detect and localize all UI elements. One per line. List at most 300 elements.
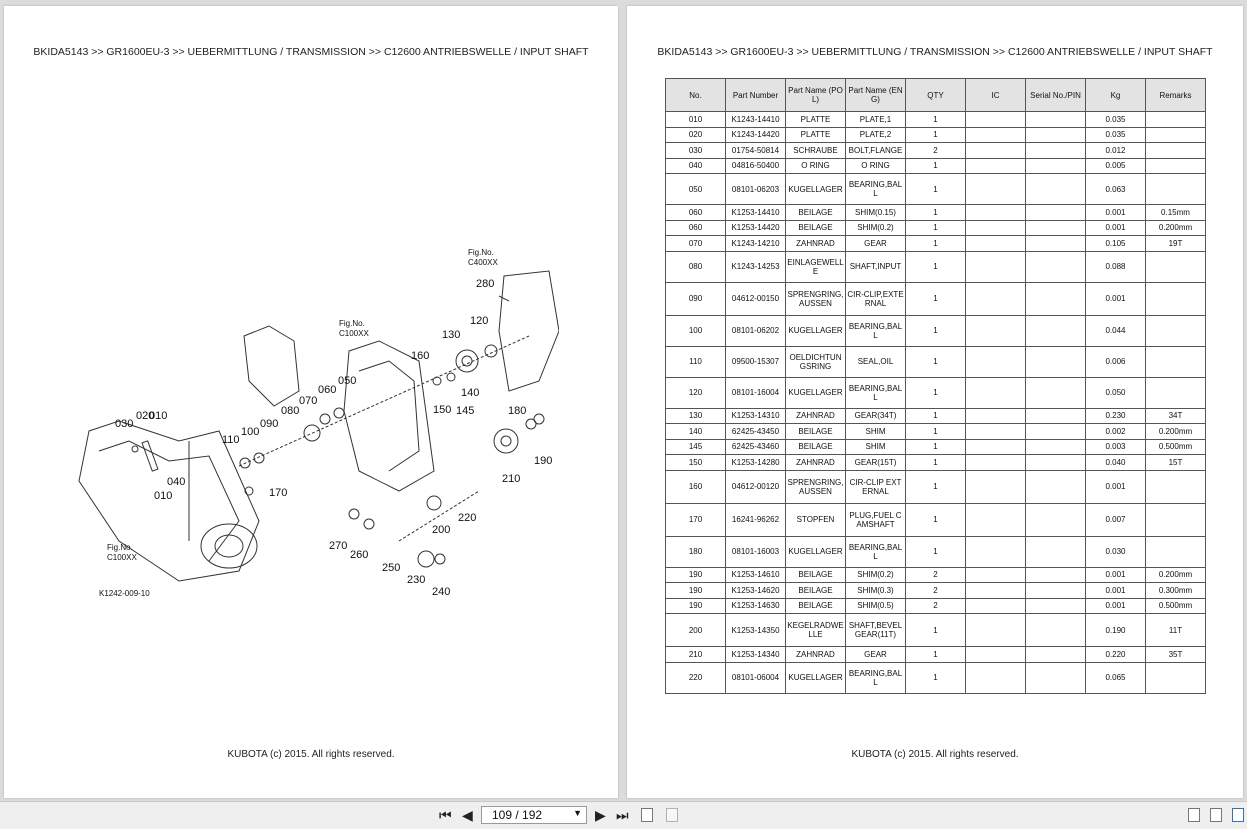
cell-eng: CIR-CLIP,EXTERNAL bbox=[846, 282, 906, 315]
cell-pn: K1243-14253 bbox=[726, 251, 786, 282]
cell-ic bbox=[966, 143, 1026, 159]
cell-pn: 09500-15307 bbox=[726, 346, 786, 377]
cell-no: 040 bbox=[666, 158, 726, 174]
cell-kg: 0.220 bbox=[1086, 647, 1146, 663]
cell-remarks bbox=[1146, 174, 1206, 205]
cell-kg: 0.035 bbox=[1086, 112, 1146, 128]
cell-eng: BOLT,FLANGE bbox=[846, 143, 906, 159]
diagram-code: K1242-009-10 bbox=[99, 589, 150, 598]
table-row bbox=[666, 143, 1206, 159]
fig-ref-c100-top-line1: Fig.No. bbox=[339, 319, 365, 328]
table-row bbox=[666, 662, 1206, 693]
callout-110: 110 bbox=[222, 434, 240, 446]
cell-kg: 0.012 bbox=[1086, 143, 1146, 159]
cell-pn: 62425-43450 bbox=[726, 424, 786, 440]
cell-pn: K1253-14630 bbox=[726, 598, 786, 614]
cell-kg: 0.050 bbox=[1086, 377, 1146, 408]
table-row bbox=[666, 251, 1206, 282]
cell-remarks: 15T bbox=[1146, 455, 1206, 471]
fit-page-icon[interactable] bbox=[1188, 808, 1200, 822]
cell-ic bbox=[966, 220, 1026, 236]
cell-remarks: 0.200mm bbox=[1146, 424, 1206, 440]
cell-qty: 1 bbox=[906, 614, 966, 647]
cell-kg: 0.007 bbox=[1086, 503, 1146, 536]
cell-serial bbox=[1026, 470, 1086, 503]
cell-ic bbox=[966, 346, 1026, 377]
cell-no: 210 bbox=[666, 647, 726, 663]
cell-no: 050 bbox=[666, 174, 726, 205]
cell-qty: 1 bbox=[906, 251, 966, 282]
cell-no: 145 bbox=[666, 439, 726, 455]
cell-pol: OELDICHTUNGSRING bbox=[786, 346, 846, 377]
cell-no: 190 bbox=[666, 598, 726, 614]
cell-remarks: 34T bbox=[1146, 408, 1206, 424]
cell-serial bbox=[1026, 567, 1086, 583]
cell-ic bbox=[966, 315, 1026, 346]
cell-qty: 2 bbox=[906, 143, 966, 159]
cell-serial bbox=[1026, 583, 1086, 599]
cell-pn: K1253-14350 bbox=[726, 614, 786, 647]
rotate-icon[interactable] bbox=[641, 808, 653, 822]
callout-120: 120 bbox=[470, 315, 489, 327]
callout-220: 220 bbox=[458, 512, 477, 524]
cell-remarks bbox=[1146, 346, 1206, 377]
cell-serial bbox=[1026, 282, 1086, 315]
cell-qty: 1 bbox=[906, 220, 966, 236]
callout-010: 010 bbox=[149, 410, 168, 422]
cell-serial bbox=[1026, 662, 1086, 693]
cell-pol: STOPFEN bbox=[786, 503, 846, 536]
cell-serial bbox=[1026, 112, 1086, 128]
cell-pn: K1243-14410 bbox=[726, 112, 786, 128]
cell-no: 140 bbox=[666, 424, 726, 440]
cell-qty: 1 bbox=[906, 503, 966, 536]
cell-pol: BEILAGE bbox=[786, 583, 846, 599]
col-header-no: No. bbox=[666, 79, 726, 112]
page-footer-right: KUBOTA (c) 2015. All rights reserved. bbox=[851, 749, 1019, 760]
callout-070: 070 bbox=[299, 395, 318, 407]
table-row bbox=[666, 112, 1206, 128]
callout-240: 240 bbox=[432, 586, 451, 598]
cell-qty: 2 bbox=[906, 583, 966, 599]
cell-eng: SHAFT,BEVEL GEAR(11T) bbox=[846, 614, 906, 647]
callout-060: 060 bbox=[318, 384, 337, 396]
viewer-toolbar bbox=[0, 801, 1247, 829]
cell-kg: 0.001 bbox=[1086, 470, 1146, 503]
cell-pol: KUGELLAGER bbox=[786, 536, 846, 567]
cell-ic bbox=[966, 439, 1026, 455]
gear-130-shape bbox=[456, 350, 478, 372]
table-row bbox=[666, 424, 1206, 440]
callout-140: 140 bbox=[461, 387, 480, 399]
parts-table bbox=[665, 78, 1206, 694]
cell-pol: BEILAGE bbox=[786, 567, 846, 583]
cell-ic bbox=[966, 647, 1026, 663]
cell-pol: BEILAGE bbox=[786, 598, 846, 614]
table-row bbox=[666, 315, 1206, 346]
cell-remarks: 0.300mm bbox=[1146, 583, 1206, 599]
table-row bbox=[666, 174, 1206, 205]
cell-qty: 1 bbox=[906, 236, 966, 252]
single-page-icon[interactable] bbox=[666, 808, 678, 822]
cell-kg: 0.190 bbox=[1086, 614, 1146, 647]
cell-no: 130 bbox=[666, 408, 726, 424]
callout-200: 200 bbox=[432, 524, 451, 536]
table-row bbox=[666, 220, 1206, 236]
cell-kg: 0.088 bbox=[1086, 251, 1146, 282]
table-row bbox=[666, 455, 1206, 471]
callout-270: 270 bbox=[329, 540, 348, 552]
col-header-remarks: Remarks bbox=[1146, 79, 1206, 112]
callout-040: 040 bbox=[167, 476, 186, 488]
cell-qty: 1 bbox=[906, 536, 966, 567]
cell-pn: 08101-06004 bbox=[726, 662, 786, 693]
cell-pol: ZAHNRAD bbox=[786, 647, 846, 663]
cell-pol: ZAHNRAD bbox=[786, 408, 846, 424]
cell-pol: PLATTE bbox=[786, 112, 846, 128]
cell-pn: 04816-50400 bbox=[726, 158, 786, 174]
cell-remarks bbox=[1146, 470, 1206, 503]
cell-eng: SEAL,OIL bbox=[846, 346, 906, 377]
cell-qty: 1 bbox=[906, 455, 966, 471]
cell-serial bbox=[1026, 346, 1086, 377]
cell-ic bbox=[966, 112, 1026, 128]
cell-eng: GEAR(34T) bbox=[846, 408, 906, 424]
cell-eng: O RING bbox=[846, 158, 906, 174]
cell-pn: K1253-14610 bbox=[726, 567, 786, 583]
table-row bbox=[666, 536, 1206, 567]
cell-serial bbox=[1026, 455, 1086, 471]
col-header-qty: QTY bbox=[906, 79, 966, 112]
cell-remarks bbox=[1146, 377, 1206, 408]
cell-no: 090 bbox=[666, 282, 726, 315]
cell-serial bbox=[1026, 127, 1086, 143]
cell-pn: K1253-14340 bbox=[726, 647, 786, 663]
callout-280: 280 bbox=[476, 278, 495, 290]
callout-020: 020 bbox=[136, 410, 155, 422]
cell-eng: GEAR(15T) bbox=[846, 455, 906, 471]
cell-serial bbox=[1026, 377, 1086, 408]
cell-kg: 0.065 bbox=[1086, 662, 1146, 693]
table-row bbox=[666, 346, 1206, 377]
cell-qty: 1 bbox=[906, 282, 966, 315]
cell-serial bbox=[1026, 315, 1086, 346]
cell-ic bbox=[966, 282, 1026, 315]
cell-eng: SHIM(0.3) bbox=[846, 583, 906, 599]
cell-qty: 2 bbox=[906, 598, 966, 614]
cell-pol: SPRENGRING,AUSSEN bbox=[786, 282, 846, 315]
cell-serial bbox=[1026, 205, 1086, 221]
cell-kg: 0.006 bbox=[1086, 346, 1146, 377]
cell-eng: BEARING,BALL bbox=[846, 536, 906, 567]
cell-remarks: 35T bbox=[1146, 647, 1206, 663]
cell-pn: 01754-50814 bbox=[726, 143, 786, 159]
cell-remarks bbox=[1146, 158, 1206, 174]
cell-no: 220 bbox=[666, 662, 726, 693]
table-row bbox=[666, 583, 1206, 599]
cell-no: 110 bbox=[666, 346, 726, 377]
cell-kg: 0.001 bbox=[1086, 567, 1146, 583]
col-header-ic: IC bbox=[966, 79, 1026, 112]
cell-pn: 62425-43460 bbox=[726, 439, 786, 455]
cell-qty: 1 bbox=[906, 346, 966, 377]
cell-serial bbox=[1026, 614, 1086, 647]
cell-remarks bbox=[1146, 112, 1206, 128]
table-row bbox=[666, 503, 1206, 536]
cell-serial bbox=[1026, 143, 1086, 159]
cell-no: 020 bbox=[666, 127, 726, 143]
cell-qty: 2 bbox=[906, 567, 966, 583]
cell-pol: BEILAGE bbox=[786, 439, 846, 455]
fit-width-icon[interactable] bbox=[1232, 808, 1244, 822]
cell-ic bbox=[966, 236, 1026, 252]
cell-kg: 0.040 bbox=[1086, 455, 1146, 471]
cell-kg: 0.001 bbox=[1086, 583, 1146, 599]
callout-260: 260 bbox=[350, 549, 369, 561]
table-row bbox=[666, 598, 1206, 614]
cell-serial bbox=[1026, 424, 1086, 440]
cell-qty: 1 bbox=[906, 174, 966, 205]
cell-eng: GEAR bbox=[846, 236, 906, 252]
callout-050: 050 bbox=[338, 375, 357, 387]
cell-ic bbox=[966, 408, 1026, 424]
cell-remarks bbox=[1146, 503, 1206, 536]
cell-ic bbox=[966, 662, 1026, 693]
cell-no: 060 bbox=[666, 205, 726, 221]
cell-eng: GEAR bbox=[846, 647, 906, 663]
cell-qty: 1 bbox=[906, 662, 966, 693]
page-indicator: 109 / 192 bbox=[492, 808, 543, 822]
table-row bbox=[666, 377, 1206, 408]
last-page-icon[interactable]: ⏭ bbox=[616, 807, 629, 823]
cell-kg: 0.002 bbox=[1086, 424, 1146, 440]
cell-kg: 0.001 bbox=[1086, 282, 1146, 315]
cell-pol: SCHRAUBE bbox=[786, 143, 846, 159]
col-header-name-eng: Part Name (ENG) bbox=[846, 79, 906, 112]
cell-ic bbox=[966, 567, 1026, 583]
cell-eng: CIR-CLIP EXTERNAL bbox=[846, 470, 906, 503]
cell-no: 150 bbox=[666, 455, 726, 471]
cell-no: 120 bbox=[666, 377, 726, 408]
fig-ref-c100-bottom-line2: C100XX bbox=[107, 553, 137, 562]
cell-eng: SHAFT,INPUT bbox=[846, 251, 906, 282]
table-row bbox=[666, 567, 1206, 583]
cell-pol: KUGELLAGER bbox=[786, 662, 846, 693]
cell-pn: 04612-00150 bbox=[726, 282, 786, 315]
callout-100: 100 bbox=[241, 426, 260, 438]
col-header-part-number: Part Number bbox=[726, 79, 786, 112]
cell-no: 030 bbox=[666, 143, 726, 159]
callout-210: 210 bbox=[502, 473, 521, 485]
callout-250: 250 bbox=[382, 562, 401, 574]
cell-no: 170 bbox=[666, 503, 726, 536]
cell-ic bbox=[966, 503, 1026, 536]
cell-eng: BEARING,BALL bbox=[846, 315, 906, 346]
cell-ic bbox=[966, 174, 1026, 205]
prev-page-icon[interactable]: ◀ bbox=[462, 807, 473, 823]
cell-remarks bbox=[1146, 282, 1206, 315]
cell-no: 010 bbox=[666, 112, 726, 128]
cell-remarks bbox=[1146, 251, 1206, 282]
cell-pol: BEILAGE bbox=[786, 205, 846, 221]
table-row bbox=[666, 205, 1206, 221]
cell-pol: KUGELLAGER bbox=[786, 315, 846, 346]
cell-pol: O RING bbox=[786, 158, 846, 174]
cell-no: 180 bbox=[666, 536, 726, 567]
table-header-row bbox=[666, 79, 1206, 112]
cell-eng: SHIM(0.15) bbox=[846, 205, 906, 221]
callout-010-label: 010 bbox=[154, 490, 173, 502]
table-row bbox=[666, 647, 1206, 663]
cell-serial bbox=[1026, 408, 1086, 424]
cell-qty: 1 bbox=[906, 205, 966, 221]
cell-eng: BEARING,BALL bbox=[846, 377, 906, 408]
fig-ref-c100-top-line2: C100XX bbox=[339, 329, 369, 338]
cell-remarks bbox=[1146, 315, 1206, 346]
cell-qty: 1 bbox=[906, 315, 966, 346]
cell-no: 080 bbox=[666, 251, 726, 282]
cell-kg: 0.230 bbox=[1086, 408, 1146, 424]
cell-ic bbox=[966, 158, 1026, 174]
parts-table-body bbox=[666, 112, 1206, 694]
col-header-name-pol: Part Name (POL) bbox=[786, 79, 846, 112]
cell-ic bbox=[966, 127, 1026, 143]
chevron-down-icon: ▼ bbox=[573, 808, 582, 818]
cell-pol: KEGELRADWELLE bbox=[786, 614, 846, 647]
cell-ic bbox=[966, 251, 1026, 282]
cell-remarks: 0.500mm bbox=[1146, 598, 1206, 614]
cell-serial bbox=[1026, 536, 1086, 567]
callout-160: 160 bbox=[411, 350, 430, 362]
cell-qty: 1 bbox=[906, 158, 966, 174]
cell-serial bbox=[1026, 251, 1086, 282]
cell-pol: SPRENGRING,AUSSEN bbox=[786, 470, 846, 503]
cell-kg: 0.001 bbox=[1086, 220, 1146, 236]
first-page-icon[interactable]: ⏮ bbox=[439, 807, 452, 823]
cell-pn: K1243-14420 bbox=[726, 127, 786, 143]
cell-pn: K1253-14280 bbox=[726, 455, 786, 471]
cell-ic bbox=[966, 424, 1026, 440]
cell-kg: 0.005 bbox=[1086, 158, 1146, 174]
cell-ic bbox=[966, 470, 1026, 503]
cell-pol: EINLAGEWELLE bbox=[786, 251, 846, 282]
cell-no: 100 bbox=[666, 315, 726, 346]
cell-remarks: 11T bbox=[1146, 614, 1206, 647]
table-row bbox=[666, 236, 1206, 252]
callout-090: 090 bbox=[260, 418, 279, 430]
cell-eng: SHIM(0.2) bbox=[846, 567, 906, 583]
table-row bbox=[666, 470, 1206, 503]
cell-pn: 16241-96262 bbox=[726, 503, 786, 536]
cell-serial bbox=[1026, 503, 1086, 536]
callout-170: 170 bbox=[269, 487, 288, 499]
cell-pol: BEILAGE bbox=[786, 424, 846, 440]
cell-eng: BEARING,BALL bbox=[846, 174, 906, 205]
cell-eng: SHIM(0.5) bbox=[846, 598, 906, 614]
cell-eng: SHIM(0.2) bbox=[846, 220, 906, 236]
facing-pages-icon[interactable] bbox=[1210, 808, 1222, 822]
cell-remarks: 0.200mm bbox=[1146, 567, 1206, 583]
cell-pol: KUGELLAGER bbox=[786, 377, 846, 408]
cell-eng: PLATE,2 bbox=[846, 127, 906, 143]
cell-ic bbox=[966, 598, 1026, 614]
cell-ic bbox=[966, 455, 1026, 471]
cell-pn: 08101-06202 bbox=[726, 315, 786, 346]
page-header-right: BKIDA5143 >> GR1600EU-3 >> UEBERMITTLUNG / TRANSMISSION >> C12600 ANTRIEBSWELLE / INPUT SHAFT bbox=[657, 46, 1213, 58]
cell-remarks bbox=[1146, 536, 1206, 567]
cell-eng: SHIM bbox=[846, 439, 906, 455]
cell-remarks: 0.200mm bbox=[1146, 220, 1206, 236]
cell-remarks bbox=[1146, 143, 1206, 159]
callout-190: 190 bbox=[534, 455, 553, 467]
cell-kg: 0.044 bbox=[1086, 315, 1146, 346]
cell-kg: 0.003 bbox=[1086, 439, 1146, 455]
fig-ref-c100-bottom-line1: Fig.No. bbox=[107, 543, 133, 552]
next-page-icon[interactable]: ▶ bbox=[595, 807, 606, 823]
cell-pn: K1243-14210 bbox=[726, 236, 786, 252]
cell-kg: 0.001 bbox=[1086, 598, 1146, 614]
cell-pol: PLATTE bbox=[786, 127, 846, 143]
page-number-select[interactable] bbox=[481, 806, 587, 824]
bevel-gear-200-shape bbox=[427, 496, 441, 510]
cell-pn: K1253-14620 bbox=[726, 583, 786, 599]
cell-remarks: 19T bbox=[1146, 236, 1206, 252]
cell-pn: 08101-16003 bbox=[726, 536, 786, 567]
callout-130: 130 bbox=[442, 329, 461, 341]
cell-serial bbox=[1026, 647, 1086, 663]
table-row bbox=[666, 282, 1206, 315]
cell-ic bbox=[966, 205, 1026, 221]
cell-pn: 08101-16004 bbox=[726, 377, 786, 408]
cell-kg: 0.030 bbox=[1086, 536, 1146, 567]
cell-ic bbox=[966, 614, 1026, 647]
cell-eng: PLUG,FUEL CAMSHAFT bbox=[846, 503, 906, 536]
cell-qty: 1 bbox=[906, 112, 966, 128]
cell-pn: 08101-06203 bbox=[726, 174, 786, 205]
cell-no: 070 bbox=[666, 236, 726, 252]
gear-250-shape bbox=[418, 551, 434, 567]
page-header-left: BKIDA5143 >> GR1600EU-3 >> UEBERMITTLUNG / TRANSMISSION >> C12600 ANTRIEBSWELLE / INPUT SHAFT bbox=[33, 46, 589, 58]
cell-pn: 04612-00120 bbox=[726, 470, 786, 503]
cell-no: 190 bbox=[666, 567, 726, 583]
table-row bbox=[666, 614, 1206, 647]
callout-080: 080 bbox=[281, 405, 300, 417]
cell-eng: SHIM bbox=[846, 424, 906, 440]
callout-030: 030 bbox=[115, 418, 134, 430]
cell-pol: KUGELLAGER bbox=[786, 174, 846, 205]
center-housing-shape bbox=[344, 341, 434, 491]
cell-pol: ZAHNRAD bbox=[786, 455, 846, 471]
cell-pn: K1253-14310 bbox=[726, 408, 786, 424]
fig-ref-c400-line1: Fig.No. bbox=[468, 248, 494, 257]
cell-ic bbox=[966, 536, 1026, 567]
table-row bbox=[666, 439, 1206, 455]
cell-serial bbox=[1026, 598, 1086, 614]
upper-housing-shape bbox=[244, 326, 299, 406]
callout-150: 150 bbox=[433, 404, 452, 416]
cell-serial bbox=[1026, 158, 1086, 174]
cell-pn: K1253-14410 bbox=[726, 205, 786, 221]
cell-ic bbox=[966, 377, 1026, 408]
cell-remarks bbox=[1146, 662, 1206, 693]
cell-eng: PLATE,1 bbox=[846, 112, 906, 128]
cell-ic bbox=[966, 583, 1026, 599]
cell-serial bbox=[1026, 236, 1086, 252]
col-header-serial: Serial No./PIN bbox=[1026, 79, 1086, 112]
callout-180: 180 bbox=[508, 405, 527, 417]
cell-kg: 0.063 bbox=[1086, 174, 1146, 205]
cell-qty: 1 bbox=[906, 377, 966, 408]
